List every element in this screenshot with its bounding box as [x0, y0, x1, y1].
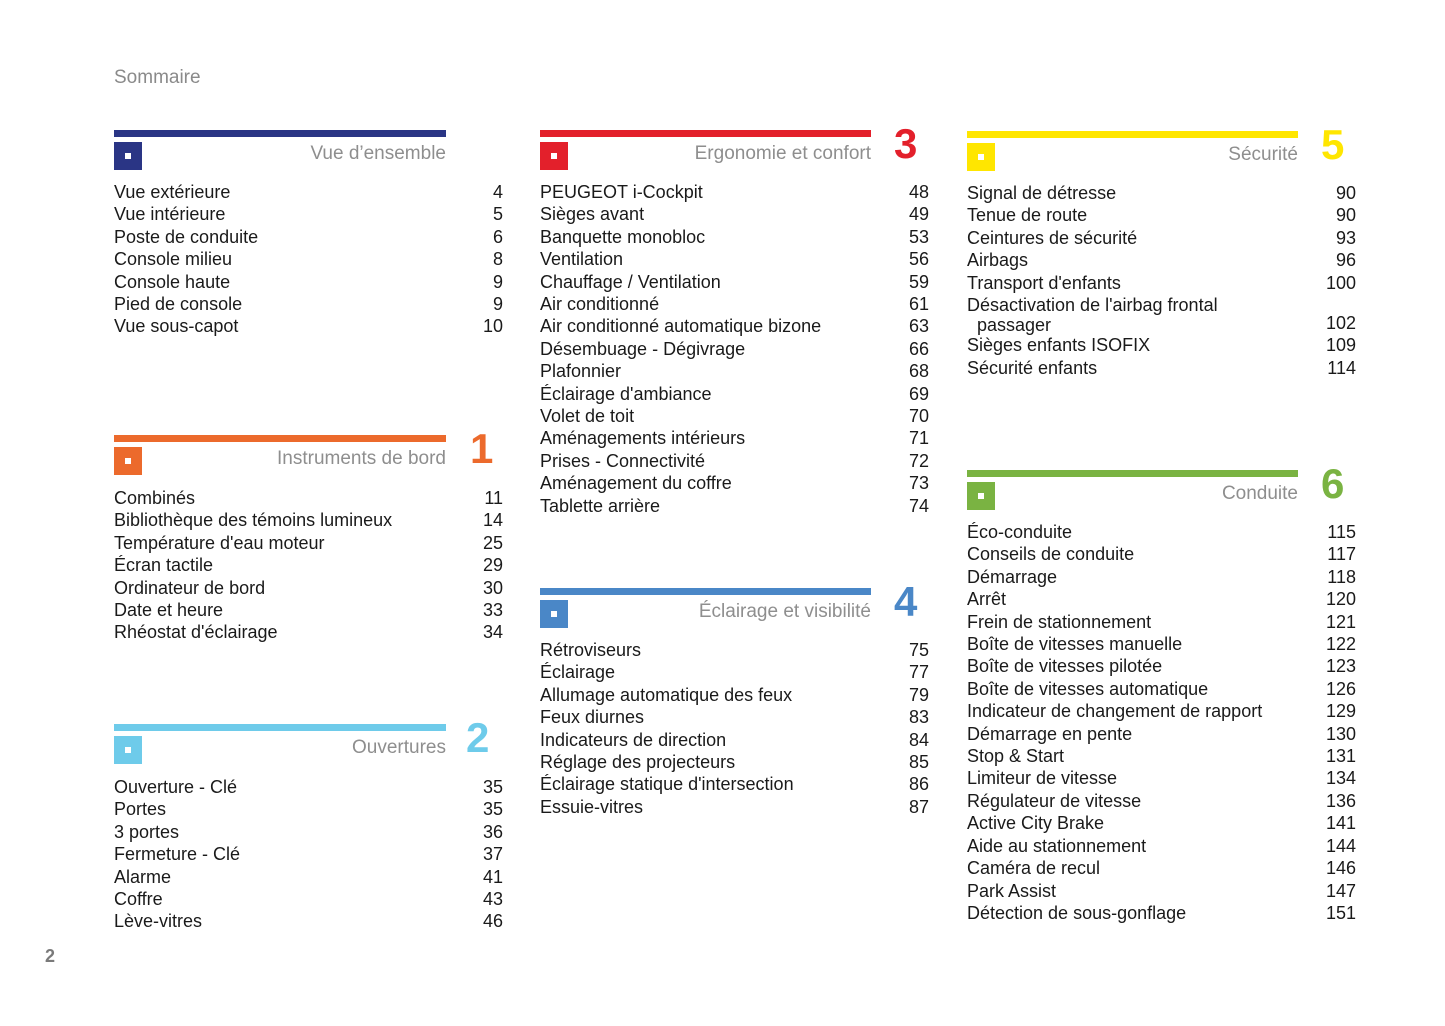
toc-entry[interactable]: [967, 334, 1356, 356]
toc-entry[interactable]: [967, 745, 1356, 767]
toc-entry-label: Ventilation: [540, 249, 624, 270]
toc-entry[interactable]: [967, 543, 1356, 565]
toc-entry-page: 96: [1335, 250, 1356, 271]
section-color-bar: [114, 724, 446, 731]
toc-entry[interactable]: [114, 315, 503, 337]
toc-entry-label-line2: passager: [977, 315, 1052, 336]
toc-entry[interactable]: [540, 684, 929, 706]
section-title: Éclairage et visibilité: [698, 601, 871, 622]
section-marker-icon: [967, 482, 995, 510]
toc-entry[interactable]: [114, 621, 503, 643]
toc-entry-page: 5: [492, 204, 503, 225]
section-color-bar: [967, 470, 1298, 477]
toc-entry[interactable]: [114, 248, 503, 270]
toc-entry[interactable]: [114, 843, 503, 865]
toc-entry-label: Vue sous-capot: [114, 316, 239, 337]
toc-entry-label: Écran tactile: [114, 555, 214, 576]
toc-entry-label: Ordinateur de bord: [114, 577, 266, 598]
toc-entry-page: 129: [1325, 701, 1356, 722]
toc-entry-page: 86: [908, 774, 929, 795]
toc-entry-page: 126: [1325, 678, 1356, 699]
toc-entry[interactable]: [967, 249, 1356, 271]
section-number: 1: [470, 425, 494, 472]
toc-entry-page: 123: [1325, 656, 1356, 677]
section-marker-icon: [540, 142, 568, 170]
toc-entry-page: 100: [1325, 272, 1356, 293]
section-marker-icon: [540, 600, 568, 628]
toc-entry-page: 49: [908, 204, 929, 225]
toc-entry-page: 122: [1325, 634, 1356, 655]
toc-entry[interactable]: [967, 857, 1356, 879]
toc-entry-page: 71: [908, 428, 929, 449]
toc-entry-label: Caméra de recul: [967, 858, 1101, 879]
toc-entry-page: 147: [1325, 880, 1356, 901]
toc-entry-label: Sièges avant: [540, 204, 645, 225]
toc-entry[interactable]: [114, 487, 503, 509]
toc-entry-page: 134: [1325, 768, 1356, 789]
toc-entry-label: Alarme: [114, 866, 172, 887]
toc-entry[interactable]: [967, 272, 1356, 294]
toc-entry-label: Console haute: [114, 271, 231, 292]
toc-entry-page: 121: [1325, 611, 1356, 632]
toc-entry-page: 6: [492, 226, 503, 247]
toc-entry-page: 30: [482, 577, 503, 598]
section-marker-icon: [114, 447, 142, 475]
toc-entry-label: Tenue de route: [967, 205, 1088, 226]
toc-entry-page: 9: [492, 271, 503, 292]
toc-entry-page: 131: [1325, 746, 1356, 767]
toc-entry-label: Feux diurnes: [540, 707, 645, 728]
toc-entry[interactable]: [540, 661, 929, 683]
toc-entry[interactable]: [967, 182, 1356, 204]
toc-entry-page: 70: [908, 406, 929, 427]
toc-entry[interactable]: [967, 902, 1356, 924]
toc-entry-label: Allumage automatique des feux: [540, 684, 793, 705]
toc-entry-label: Rhéostat d'éclairage: [114, 622, 278, 643]
toc-entry[interactable]: [540, 773, 929, 795]
section-marker-icon: [114, 736, 142, 764]
toc-entry-label: Lève-vitres: [114, 911, 203, 932]
toc-entry-label: Éclairage statique d'intersection: [540, 774, 794, 795]
toc-entry[interactable]: [540, 796, 929, 818]
toc-entry-page: 115: [1327, 522, 1356, 542]
toc-entry-page: 114: [1327, 357, 1356, 378]
toc-entry-page: 9: [492, 294, 503, 315]
toc-entry-page: 36: [482, 821, 503, 842]
toc-entry-label: Banquette monobloc: [540, 226, 706, 247]
toc-entry-page: 37: [482, 844, 503, 865]
toc-entry-page: 118: [1327, 566, 1356, 587]
toc-entry[interactable]: [114, 776, 503, 798]
toc-entry-page: 68: [908, 361, 929, 382]
section-title: Conduite: [1221, 483, 1298, 504]
toc-entry[interactable]: [540, 751, 929, 773]
toc-entry-page: 102: [1325, 313, 1356, 334]
toc-entry-page: 69: [908, 383, 929, 404]
toc-entry[interactable]: [114, 866, 503, 888]
toc-entry[interactable]: [540, 360, 929, 382]
toc-entry-page: 35: [482, 799, 503, 820]
toc-entry-label: Limiteur de vitesse: [967, 768, 1118, 789]
toc-entry[interactable]: [114, 293, 503, 315]
toc-entry[interactable]: [967, 521, 1356, 543]
toc-entry-label: Essuie-vitres: [540, 796, 644, 817]
toc-entry-page: 130: [1325, 723, 1356, 744]
toc-entry-label: Combinés: [114, 488, 196, 508]
section-color-bar: [114, 130, 446, 137]
toc-entry-label: Sécurité enfants: [967, 357, 1098, 378]
toc-entry[interactable]: [540, 450, 929, 472]
toc-entry[interactable]: [967, 700, 1356, 722]
section-marker-icon: [967, 143, 995, 171]
section-title: Ouvertures: [352, 737, 446, 758]
toc-entry-label: Aménagements intérieurs: [540, 428, 746, 449]
toc-entry-page: 144: [1325, 835, 1356, 856]
toc-entry-label: Fermeture - Clé: [114, 844, 241, 865]
toc-entry-page: 35: [482, 777, 503, 797]
toc-entry[interactable]: [540, 383, 929, 405]
toc-entry-page: 85: [908, 752, 929, 773]
section-number: 2: [466, 714, 490, 761]
toc-entry[interactable]: [540, 472, 929, 494]
toc-entry-page: 29: [482, 555, 503, 576]
toc-entry[interactable]: [967, 357, 1356, 379]
toc-entry-label: Température d'eau moteur: [114, 532, 325, 553]
toc-entry-page: 141: [1325, 813, 1356, 834]
toc-entry-label: Aménagement du coffre: [540, 473, 732, 494]
toc-list-openings: [114, 776, 503, 933]
toc-entry-label: Pied de console: [114, 294, 243, 315]
toc-entry-label: Réglage des projecteurs: [540, 752, 736, 773]
toc-entry[interactable]: [967, 227, 1356, 249]
toc-list-overview: [114, 181, 503, 338]
toc-entry[interactable]: [967, 767, 1356, 789]
toc-entry-page: 4: [492, 182, 503, 202]
toc-entry[interactable]: [114, 271, 503, 293]
toc-entry-label: Active City Brake: [967, 813, 1105, 834]
toc-entry[interactable]: [114, 509, 503, 531]
toc-entry-label: Éclairage: [540, 662, 616, 683]
toc-entry-page: 136: [1325, 790, 1356, 811]
toc-entry-label: PEUGEOT i-Cockpit: [540, 182, 703, 202]
toc-entry-label: Tablette arrière: [540, 495, 661, 516]
toc-entry[interactable]: [540, 315, 929, 337]
toc-entry-label: Sièges enfants ISOFIX: [967, 335, 1151, 356]
toc-entry-label: Aide au stationnement: [967, 835, 1147, 856]
toc-entry[interactable]: [540, 226, 929, 248]
toc-entry[interactable]: [540, 293, 929, 315]
toc-entry[interactable]: [540, 203, 929, 225]
toc-entry-label: Détection de sous-gonflage: [967, 902, 1187, 923]
toc-entry-page: 46: [482, 911, 503, 932]
toc-entry[interactable]: [967, 678, 1356, 700]
toc-entry-label: Ouverture - Clé: [114, 777, 238, 797]
toc-entry-label: Vue extérieure: [114, 182, 231, 202]
toc-entry-label: Poste de conduite: [114, 226, 259, 247]
toc-entry[interactable]: [967, 204, 1356, 226]
toc-entry-page: 53: [908, 226, 929, 247]
toc-entry-page: 41: [482, 866, 503, 887]
toc-entry-page: 61: [908, 294, 929, 315]
toc-entry[interactable]: [967, 723, 1356, 745]
toc-entry-label: [967, 294, 1356, 334]
toc-entry-label: Boîte de vitesses pilotée: [967, 656, 1163, 677]
section-header-lighting: [540, 578, 918, 632]
toc-entry[interactable]: [114, 577, 503, 599]
toc-entry[interactable]: [114, 910, 503, 932]
page-number: 2: [45, 946, 56, 966]
toc-entry-page: 25: [482, 532, 503, 553]
toc-list-instruments: [114, 487, 503, 644]
toc-entry[interactable]: [967, 588, 1356, 610]
toc-entry-label: Désembuage - Dégivrage: [540, 338, 746, 359]
toc-entry[interactable]: [967, 294, 1356, 334]
toc-entry-page: 14: [482, 510, 503, 531]
toc-entry-label: Transport d'enfants: [967, 272, 1121, 293]
toc-entry-page: 109: [1325, 335, 1356, 356]
section-title: Ergonomie et confort: [694, 143, 871, 164]
toc-entry[interactable]: [540, 405, 929, 427]
toc-entry-label: Ceintures de sécurité: [967, 227, 1138, 248]
toc-list-ergonomics: [540, 181, 929, 517]
toc-entry-label: Coffre: [114, 889, 163, 910]
toc-entry-page: 34: [482, 622, 503, 643]
section-color-bar: [540, 130, 871, 137]
section-header-driving: [967, 460, 1345, 514]
toc-entry[interactable]: [967, 633, 1356, 655]
toc-entry[interactable]: [540, 427, 929, 449]
toc-entry-page: 120: [1325, 589, 1356, 610]
toc-entry[interactable]: [114, 554, 503, 576]
section-header-safety: [967, 121, 1345, 175]
toc-entry-label: Volet de toit: [540, 406, 635, 427]
toc-entry-page: 63: [908, 316, 929, 337]
toc-entry-page: 90: [1335, 183, 1356, 203]
toc-entry-page: 83: [908, 707, 929, 728]
toc-entry-page: 11: [484, 488, 503, 508]
section-header-overview: [114, 130, 446, 174]
toc-entry-label: Vue intérieure: [114, 204, 226, 225]
section-number: 6: [1321, 460, 1345, 507]
toc-entry[interactable]: [114, 599, 503, 621]
section-number: 3: [894, 120, 918, 167]
toc-entry-page: 56: [908, 249, 929, 270]
section-color-bar: [540, 588, 871, 595]
toc-entry-page: 33: [482, 600, 503, 621]
toc-entry[interactable]: [540, 706, 929, 728]
toc-entry-label: Conseils de conduite: [967, 544, 1135, 565]
toc-entry-label: Plafonnier: [540, 361, 622, 382]
toc-entry[interactable]: [114, 821, 503, 843]
toc-entry-page: 77: [908, 662, 929, 683]
toc-entry[interactable]: [967, 790, 1356, 812]
toc-entry[interactable]: [114, 798, 503, 820]
toc-entry-page: 8: [492, 249, 503, 270]
toc-entry-label-line1: Désactivation de l'airbag frontal: [967, 295, 1218, 316]
toc-entry-label: Boîte de vitesses automatique: [967, 678, 1209, 699]
toc-entry[interactable]: [114, 203, 503, 225]
toc-entry-page: 75: [908, 640, 929, 660]
toc-entry-label: Démarrage en pente: [967, 723, 1133, 744]
toc-entry-label: Arrêt: [967, 589, 1007, 610]
toc-entry-page: 10: [482, 316, 503, 337]
toc-entry-page: 84: [908, 729, 929, 750]
toc-entry-label: Chauffage / Ventilation: [540, 271, 721, 292]
toc-entry[interactable]: [967, 812, 1356, 834]
toc-entry-label: Démarrage: [967, 566, 1058, 587]
toc-entry-label: Date et heure: [114, 600, 224, 621]
toc-entry-label: Airbags: [967, 250, 1029, 271]
toc-list-driving: [967, 521, 1356, 924]
toc-entry[interactable]: [967, 566, 1356, 588]
toc-entry[interactable]: [967, 880, 1356, 902]
toc-entry-page: 59: [908, 271, 929, 292]
toc-entry-page: 74: [908, 495, 929, 516]
toc-entry[interactable]: [540, 639, 929, 661]
toc-entry-label: Frein de stationnement: [967, 611, 1152, 632]
toc-entry-label: Signal de détresse: [967, 183, 1117, 203]
section-number: 4: [894, 578, 918, 625]
toc-entry-label: Bibliothèque des témoins lumineux: [114, 510, 393, 531]
section-header-openings: [114, 714, 490, 768]
section-title: Vue d’ensemble: [310, 143, 446, 164]
toc-entry-label: Indicateurs de direction: [540, 729, 727, 750]
toc-entry-page: 93: [1335, 227, 1356, 248]
toc-list-lighting: [540, 639, 929, 818]
toc-entry-label: Portes: [114, 799, 167, 820]
toc-entry[interactable]: [114, 181, 503, 203]
toc-entry-page: 66: [908, 338, 929, 359]
section-title: Sécurité: [1228, 144, 1298, 165]
toc-entry[interactable]: [967, 835, 1356, 857]
toc-entry[interactable]: [540, 338, 929, 360]
toc-entry-page: 117: [1327, 544, 1356, 565]
toc-entry-page: 72: [908, 450, 929, 471]
toc-entry-page: 146: [1325, 858, 1356, 879]
section-color-bar: [967, 131, 1298, 138]
toc-entry-label: Stop & Start: [967, 746, 1065, 767]
toc-entry[interactable]: [540, 248, 929, 270]
section-color-bar: [114, 435, 446, 442]
section-title: Instruments de bord: [277, 448, 446, 469]
toc-entry-label: Éclairage d'ambiance: [540, 383, 712, 404]
toc-entry-page: 87: [908, 796, 929, 817]
toc-entry-page: 90: [1335, 205, 1356, 226]
section-header-ergonomics: [540, 120, 918, 174]
toc-entry[interactable]: [540, 729, 929, 751]
section-header-instruments: [114, 425, 494, 479]
toc-list-safety: [967, 182, 1356, 379]
toc-entry[interactable]: [114, 888, 503, 910]
toc-entry[interactable]: [967, 611, 1356, 633]
toc-entry-label: Air conditionné automatique bizone: [540, 316, 822, 337]
toc-entry-label: Indicateur de changement de rapport: [967, 701, 1263, 722]
toc-entry-label: Prises - Connectivité: [540, 450, 706, 471]
toc-entry-label: Régulateur de vitesse: [967, 790, 1142, 811]
page-title: Sommaire: [114, 67, 201, 88]
toc-entry-label: 3 portes: [114, 821, 180, 842]
toc-entry-page: 43: [482, 889, 503, 910]
toc-entry[interactable]: [540, 271, 929, 293]
toc-entry-label: Console milieu: [114, 249, 233, 270]
toc-entry[interactable]: [114, 532, 503, 554]
toc-entry-page: 151: [1325, 902, 1356, 923]
toc-entry-label: Air conditionné: [540, 294, 660, 315]
toc-entry[interactable]: [540, 181, 929, 203]
toc-entry-label: Park Assist: [967, 880, 1057, 901]
toc-entry-page: 79: [908, 684, 929, 705]
toc-entry-label: Boîte de vitesses manuelle: [967, 634, 1183, 655]
toc-entry-label: Éco-conduite: [967, 522, 1073, 542]
toc-entry-label: Rétroviseurs: [540, 640, 642, 660]
section-number: 5: [1321, 121, 1345, 168]
toc-entry-page: 73: [908, 473, 929, 494]
toc-entry-page: 48: [908, 182, 929, 202]
section-marker-icon: [114, 142, 142, 170]
toc-entry[interactable]: [540, 495, 929, 517]
toc-entry[interactable]: [114, 226, 503, 248]
toc-entry[interactable]: [967, 655, 1356, 677]
